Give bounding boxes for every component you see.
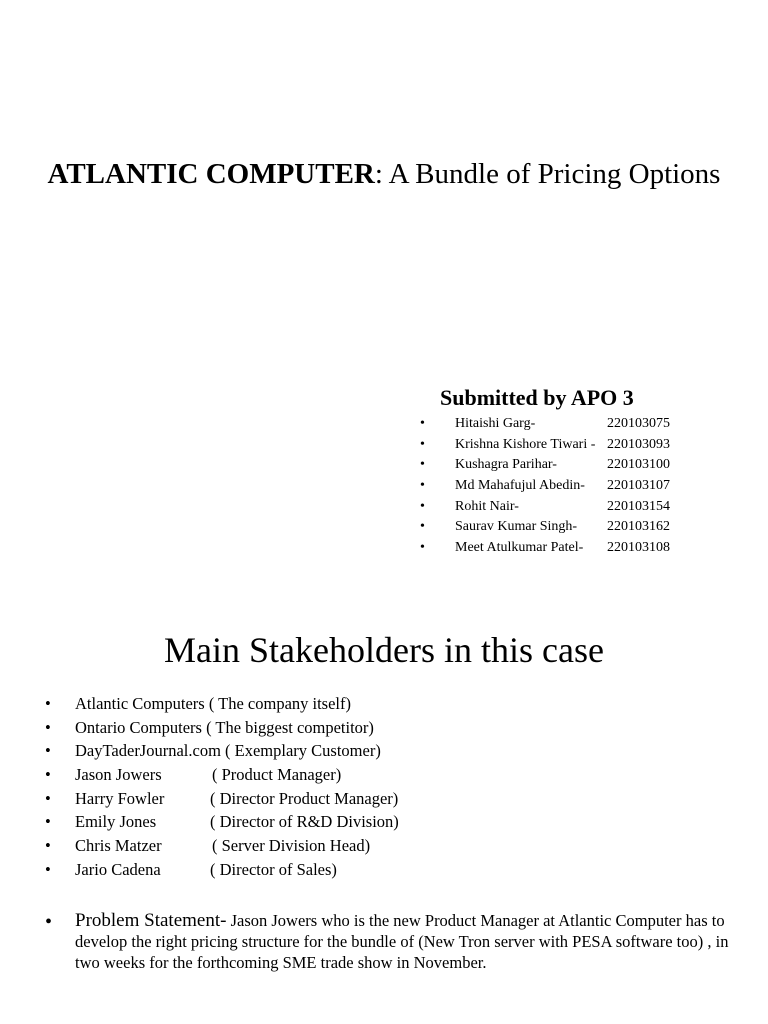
list-item xyxy=(40,763,740,787)
bullet-icon: • xyxy=(420,416,425,431)
bullet-icon: • xyxy=(45,788,51,808)
member-list xyxy=(416,414,716,559)
list-item xyxy=(40,739,740,763)
member-name: Saurav Kumar Singh- xyxy=(455,519,578,535)
stakeholder-role: ( Director of Sales) xyxy=(210,859,337,879)
stakeholder-name: Jario Cadena xyxy=(75,859,161,879)
bullet-icon: • xyxy=(45,765,51,785)
bullet-icon: • xyxy=(420,498,425,514)
problem-text-block xyxy=(75,910,755,973)
submitted-heading: Submitted by APO 3 xyxy=(440,385,634,410)
stakeholder-name: Emily Jones xyxy=(75,812,157,832)
bullet-icon: • xyxy=(45,859,51,879)
list-item xyxy=(416,455,716,476)
list-item xyxy=(40,692,740,716)
member-name: Krishna Kishore Tiwari - xyxy=(455,436,596,452)
stakeholder-role: ( Director of R&D Division) xyxy=(210,812,399,832)
bullet-icon: • xyxy=(45,741,51,761)
list-item xyxy=(40,716,740,740)
stakeholder-name: Chris Matzer xyxy=(75,836,162,856)
title-company: ATLANTIC COMPUTER xyxy=(47,158,375,190)
member-roll: 220103100 xyxy=(607,457,670,473)
member-roll: 220103107 xyxy=(607,477,670,493)
stakeholder-text: DayTaderJournal.com ( Exemplary Customer) xyxy=(75,741,381,761)
member-roll: 220103093 xyxy=(607,436,670,452)
member-roll: 220103162 xyxy=(607,519,670,535)
member-roll: 220103108 xyxy=(607,539,670,555)
member-name: Md Mahafujul Abedin- xyxy=(455,477,585,493)
stakeholder-name: Harry Fowler xyxy=(75,788,165,808)
stakeholder-text: Atlantic Computers ( The company itself) xyxy=(75,694,352,713)
bullet-icon: • xyxy=(45,836,51,856)
stakeholder-role: ( Server Division Head) xyxy=(212,836,371,856)
member-name: Hitaishi Garg- xyxy=(455,416,536,431)
stakeholders-heading: Main Stakeholders in this case xyxy=(164,630,604,670)
list-item xyxy=(40,834,740,858)
list-item xyxy=(40,787,740,811)
list-item xyxy=(40,858,740,882)
list-item xyxy=(416,538,716,559)
bullet-icon: • xyxy=(420,519,425,535)
bullet-icon: • xyxy=(45,717,51,737)
title-subtitle: : A Bundle of Pricing Options xyxy=(374,158,721,190)
member-name: Meet Atulkumar Patel- xyxy=(455,539,584,555)
list-item xyxy=(416,414,716,435)
problem-body: Jason Jowers who is the new Product Manager at Atlantic Computer has to develop the right pricing structure for the bundle of (New Tron server with PESA software too) , in two weeks for the forthcoming SME trade show in November. xyxy=(75,911,729,972)
stakeholder-list xyxy=(40,692,740,882)
member-roll: 220103154 xyxy=(607,498,670,514)
bullet-icon: • xyxy=(45,812,51,832)
member-name: Rohit Nair- xyxy=(455,498,519,514)
problem-statement xyxy=(40,910,760,973)
member-roll: 220103075 xyxy=(607,416,670,431)
bullet-icon: • xyxy=(45,911,53,933)
bullet-icon: • xyxy=(420,539,425,555)
list-item xyxy=(416,517,716,538)
stakeholder-text: Ontario Computers ( The biggest competitor) xyxy=(75,717,374,737)
stakeholder-role: ( Director Product Manager) xyxy=(210,788,399,808)
member-name: Kushagra Parihar- xyxy=(455,457,557,473)
list-item xyxy=(40,810,740,834)
stakeholder-role: ( Product Manager) xyxy=(212,765,342,785)
bullet-icon: • xyxy=(420,436,425,452)
list-item xyxy=(416,497,716,518)
list-item xyxy=(416,435,716,456)
page-title xyxy=(0,156,768,192)
problem-label: Problem Statement- xyxy=(75,910,227,931)
bullet-icon: • xyxy=(45,694,51,713)
stakeholder-name: Jason Jowers xyxy=(75,765,162,785)
bullet-icon: • xyxy=(420,457,425,473)
bullet-icon: • xyxy=(420,477,425,493)
list-item xyxy=(416,476,716,497)
